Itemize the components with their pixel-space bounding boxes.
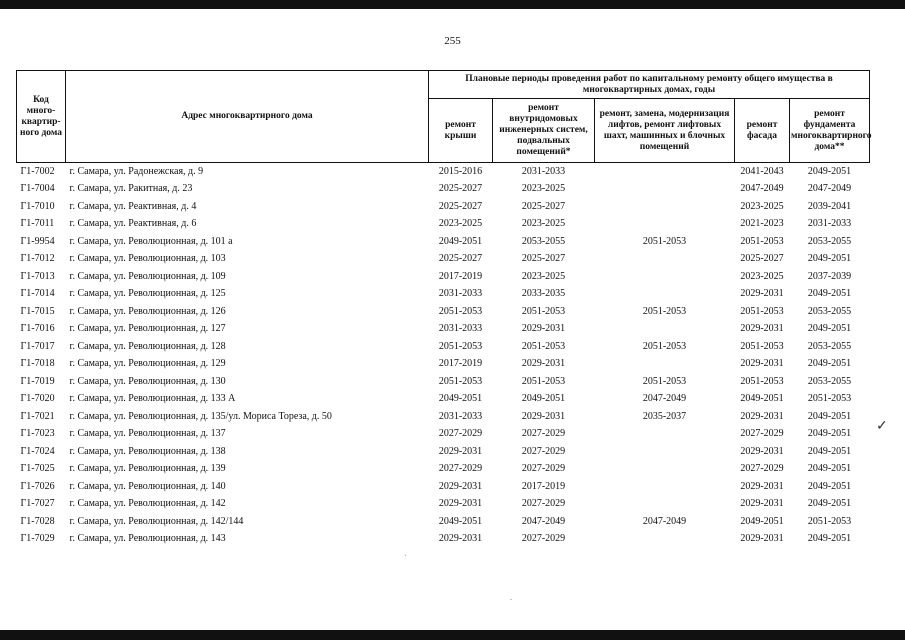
- cell-facade: 2027-2029: [740, 463, 784, 475]
- header-code: Код много-квартир-ного дома: [17, 71, 66, 163]
- table-row: [17, 478, 870, 496]
- cell-facade: 2025-2027: [740, 253, 784, 265]
- cell-foundation: 2051-2053: [807, 515, 852, 527]
- cell-elevator: [595, 268, 735, 286]
- cell-address: г. Самара, ул. Революционная, д. 127: [69, 323, 226, 335]
- table-body: [17, 163, 870, 549]
- cell-code: Г1-7016: [20, 323, 55, 335]
- table-row: [17, 303, 870, 321]
- cell-foundation: 2049-2051: [807, 533, 852, 545]
- cell-elevator: 2047-2049: [642, 515, 687, 527]
- cell-code: Г1-7027: [20, 498, 55, 510]
- table-row: [17, 163, 870, 181]
- cell-facade: 2049-2051: [740, 515, 784, 527]
- cell-foundation: 2049-2051: [807, 410, 852, 422]
- table-row: [17, 338, 870, 356]
- cell-elevator: 2051-2053: [642, 305, 687, 317]
- cell-elevator: [595, 321, 735, 339]
- table-row: [17, 373, 870, 391]
- cell-elevator: [595, 426, 735, 444]
- cell-roof: 2049-2051: [438, 515, 483, 527]
- cell-code: Г1-7021: [20, 410, 55, 422]
- cell-foundation: 2031-2033: [807, 218, 852, 230]
- cell-elevator: [595, 216, 735, 234]
- cell-systems: 2031-2033: [521, 165, 566, 177]
- cell-foundation: 2049-2051: [807, 463, 852, 475]
- cell-facade: 2051-2053: [740, 235, 784, 247]
- cell-systems: 2017-2019: [521, 480, 566, 492]
- cell-systems: 2027-2029: [521, 463, 566, 475]
- cell-roof: 2025-2027: [438, 253, 483, 265]
- cell-elevator: 2047-2049: [642, 393, 687, 405]
- cell-code: Г1-7025: [20, 463, 55, 475]
- header-systems: ремонт внутридомовых инженерных систем, подвальных помещений*: [493, 99, 595, 163]
- cell-facade: 2021-2023: [740, 218, 784, 230]
- cell-facade: 2051-2053: [740, 375, 784, 387]
- bottom-scan-border: [0, 630, 905, 640]
- cell-systems: 2051-2053: [521, 375, 566, 387]
- cell-address: г. Самара, ул. Революционная, д. 128: [69, 340, 226, 352]
- header-foundation: ремонт фундамента многоквартирного дома**: [790, 99, 870, 163]
- cell-foundation: 2053-2055: [807, 305, 852, 317]
- scan-speck: .: [510, 593, 512, 602]
- cell-systems: 2027-2029: [521, 498, 566, 510]
- cell-address: г. Самара, ул. Реактивная, д. 4: [69, 200, 197, 212]
- cell-address: г. Самара, ул. Радонежская, д. 9: [69, 165, 204, 177]
- cell-address: г. Самара, ул. Революционная, д. 109: [69, 270, 226, 282]
- cell-systems: 2053-2055: [521, 235, 566, 247]
- cell-systems: 2051-2053: [521, 340, 566, 352]
- cell-facade: 2027-2029: [740, 428, 784, 440]
- cell-roof: 2017-2019: [438, 358, 483, 370]
- table-row: [17, 321, 870, 339]
- handwritten-checkmark: ✓: [876, 419, 888, 434]
- cell-roof: 2051-2053: [438, 340, 483, 352]
- cell-facade: 2029-2031: [740, 445, 784, 457]
- cell-roof: 2015-2016: [438, 165, 483, 177]
- top-scan-border: [0, 0, 905, 9]
- cell-foundation: 2053-2055: [807, 340, 852, 352]
- cell-foundation: 2049-2051: [807, 358, 852, 370]
- cell-roof: 2049-2051: [438, 393, 483, 405]
- cell-roof: 2031-2033: [438, 323, 483, 335]
- cell-facade: 2029-2031: [740, 358, 784, 370]
- cell-systems: 2029-2031: [521, 323, 566, 335]
- cell-systems: 2033-2035: [521, 288, 566, 300]
- cell-address: г. Самара, ул. Революционная, д. 142/144: [69, 515, 244, 527]
- cell-elevator: [595, 198, 735, 216]
- cell-code: Г1-9954: [20, 235, 55, 247]
- table-row: [17, 531, 870, 549]
- cell-systems: 2025-2027: [521, 200, 566, 212]
- table-row: [17, 496, 870, 514]
- cell-address: г. Самара, ул. Революционная, д. 125: [69, 288, 226, 300]
- header-address: Адрес многоквартирного дома: [66, 71, 429, 163]
- cell-roof: 2023-2025: [438, 218, 483, 230]
- cell-roof: 2049-2051: [438, 235, 483, 247]
- table-row: [17, 461, 870, 479]
- cell-address: г. Самара, ул. Революционная, д. 130: [69, 375, 226, 387]
- cell-facade: 2029-2031: [740, 533, 784, 545]
- cell-foundation: 2047-2049: [807, 183, 852, 195]
- cell-code: Г1-7028: [20, 515, 55, 527]
- cell-systems: 2029-2031: [521, 410, 566, 422]
- cell-address: г. Самара, ул. Революционная, д. 140: [69, 480, 226, 492]
- cell-roof: 2027-2029: [438, 428, 483, 440]
- table-row: [17, 268, 870, 286]
- cell-foundation: 2049-2051: [807, 498, 852, 510]
- cell-facade: 2029-2031: [740, 323, 784, 335]
- cell-code: Г1-7023: [20, 428, 55, 440]
- cell-elevator: [595, 251, 735, 269]
- cell-code: Г1-7012: [20, 253, 55, 265]
- cell-facade: 2023-2025: [740, 200, 784, 212]
- cell-elevator: [595, 356, 735, 374]
- cell-address: г. Самара, ул. Революционная, д. 129: [69, 358, 226, 370]
- cell-facade: 2023-2025: [740, 270, 784, 282]
- cell-systems: 2047-2049: [521, 515, 566, 527]
- cell-foundation: 2049-2051: [807, 428, 852, 440]
- cell-systems: 2027-2029: [521, 533, 566, 545]
- cell-roof: 2029-2031: [438, 533, 483, 545]
- cell-systems: 2027-2029: [521, 445, 566, 457]
- cell-address: г. Самара, ул. Революционная, д. 135/ул. Мориса Тореза, д. 50: [69, 410, 332, 422]
- repair-schedule-table: [16, 70, 870, 548]
- cell-systems: 2029-2031: [521, 358, 566, 370]
- cell-elevator: [595, 163, 735, 181]
- table-row: [17, 426, 870, 444]
- cell-code: Г1-7015: [20, 305, 55, 317]
- cell-code: Г1-7029: [20, 533, 55, 545]
- cell-code: Г1-7002: [20, 165, 55, 177]
- header-group: Плановые периоды проведения работ по капитальному ремонту общего имущества в многоквартирных домах, годы: [429, 71, 870, 99]
- cell-address: г. Самара, ул. Реактивная, д. 6: [69, 218, 197, 230]
- cell-foundation: 2037-2039: [807, 270, 852, 282]
- cell-roof: 2051-2053: [438, 375, 483, 387]
- cell-roof: 2029-2031: [438, 445, 483, 457]
- cell-foundation: 2049-2051: [807, 445, 852, 457]
- cell-systems: 2023-2025: [521, 270, 566, 282]
- cell-roof: 2031-2033: [438, 410, 483, 422]
- cell-elevator: 2035-2037: [642, 410, 687, 422]
- scan-speck: ˏ: [404, 547, 407, 556]
- cell-facade: 2051-2053: [740, 340, 784, 352]
- cell-roof: 2025-2027: [438, 183, 483, 195]
- cell-code: Г1-7018: [20, 358, 55, 370]
- cell-elevator: [595, 286, 735, 304]
- table-row: [17, 286, 870, 304]
- cell-code: Г1-7019: [20, 375, 55, 387]
- cell-systems: 2023-2025: [521, 183, 566, 195]
- cell-systems: 2027-2029: [521, 428, 566, 440]
- cell-address: г. Самара, ул. Революционная, д. 138: [69, 445, 226, 457]
- table-row: [17, 443, 870, 461]
- cell-code: Г1-7024: [20, 445, 55, 457]
- cell-address: г. Самара, ул. Революционная, д. 137: [69, 428, 226, 440]
- cell-systems: 2049-2051: [521, 393, 566, 405]
- cell-elevator: [595, 478, 735, 496]
- cell-elevator: 2051-2053: [642, 235, 687, 247]
- cell-facade: 2029-2031: [740, 480, 784, 492]
- cell-code: Г1-7013: [20, 270, 55, 282]
- page-number: 255: [444, 35, 461, 47]
- cell-elevator: [595, 461, 735, 479]
- cell-code: Г1-7004: [20, 183, 55, 195]
- table-row: [17, 233, 870, 251]
- table-row: [17, 408, 870, 426]
- cell-address: г. Самара, ул. Ракитная, д. 23: [69, 183, 193, 195]
- cell-code: Г1-7026: [20, 480, 55, 492]
- table-row: [17, 198, 870, 216]
- cell-facade: 2029-2031: [740, 498, 784, 510]
- table-row: [17, 391, 870, 409]
- table-row: [17, 251, 870, 269]
- cell-address: г. Самара, ул. Революционная, д. 126: [69, 305, 226, 317]
- cell-systems: 2023-2025: [521, 218, 566, 230]
- cell-facade: 2029-2031: [740, 410, 784, 422]
- cell-foundation: 2053-2055: [807, 235, 852, 247]
- cell-foundation: 2049-2051: [807, 253, 852, 265]
- cell-facade: 2029-2031: [740, 288, 784, 300]
- cell-foundation: 2039-2041: [807, 200, 852, 212]
- table-row: [17, 356, 870, 374]
- cell-code: Г1-7017: [20, 340, 55, 352]
- cell-facade: 2049-2051: [740, 393, 784, 405]
- cell-address: г. Самара, ул. Революционная, д. 142: [69, 498, 226, 510]
- cell-elevator: [595, 181, 735, 199]
- header-roof: ремонт крыши: [429, 99, 493, 163]
- cell-foundation: 2049-2051: [807, 288, 852, 300]
- header-facade: ремонт фасада: [735, 99, 790, 163]
- table-row: [17, 513, 870, 531]
- cell-code: Г1-7020: [20, 393, 55, 405]
- cell-address: г. Самара, ул. Революционная, д. 143: [69, 533, 226, 545]
- cell-foundation: 2049-2051: [807, 480, 852, 492]
- cell-facade: 2041-2043: [740, 165, 784, 177]
- cell-code: Г1-7011: [20, 218, 55, 230]
- cell-facade: 2047-2049: [740, 183, 784, 195]
- table-row: [17, 181, 870, 199]
- cell-address: г. Самара, ул. Революционная, д. 139: [69, 463, 226, 475]
- cell-address: г. Самара, ул. Революционная, д. 103: [69, 253, 226, 265]
- cell-roof: 2031-2033: [438, 288, 483, 300]
- cell-roof: 2029-2031: [438, 480, 483, 492]
- cell-address: г. Самара, ул. Революционная, д. 101 а: [69, 235, 233, 247]
- cell-elevator: 2051-2053: [642, 340, 687, 352]
- cell-code: Г1-7014: [20, 288, 55, 300]
- table-row: [17, 216, 870, 234]
- cell-elevator: [595, 496, 735, 514]
- cell-systems: 2051-2053: [521, 305, 566, 317]
- cell-elevator: [595, 531, 735, 549]
- cell-systems: 2025-2027: [521, 253, 566, 265]
- cell-address: г. Самара, ул. Революционная, д. 133 А: [69, 393, 236, 405]
- cell-foundation: 2049-2051: [807, 165, 852, 177]
- cell-foundation: 2051-2053: [807, 393, 852, 405]
- cell-roof: 2027-2029: [438, 463, 483, 475]
- cell-roof: 2025-2027: [438, 200, 483, 212]
- cell-code: Г1-7010: [20, 200, 55, 212]
- cell-roof: 2051-2053: [438, 305, 483, 317]
- cell-roof: 2017-2019: [438, 270, 483, 282]
- cell-roof: 2029-2031: [438, 498, 483, 510]
- cell-elevator: 2051-2053: [642, 375, 687, 387]
- cell-foundation: 2053-2055: [807, 375, 852, 387]
- cell-foundation: 2049-2051: [807, 323, 852, 335]
- header-elevator: ремонт, замена, модернизация лифтов, ремонт лифтовых шахт, машинных и блочных помещений: [595, 99, 735, 163]
- cell-elevator: [595, 443, 735, 461]
- cell-facade: 2051-2053: [740, 305, 784, 317]
